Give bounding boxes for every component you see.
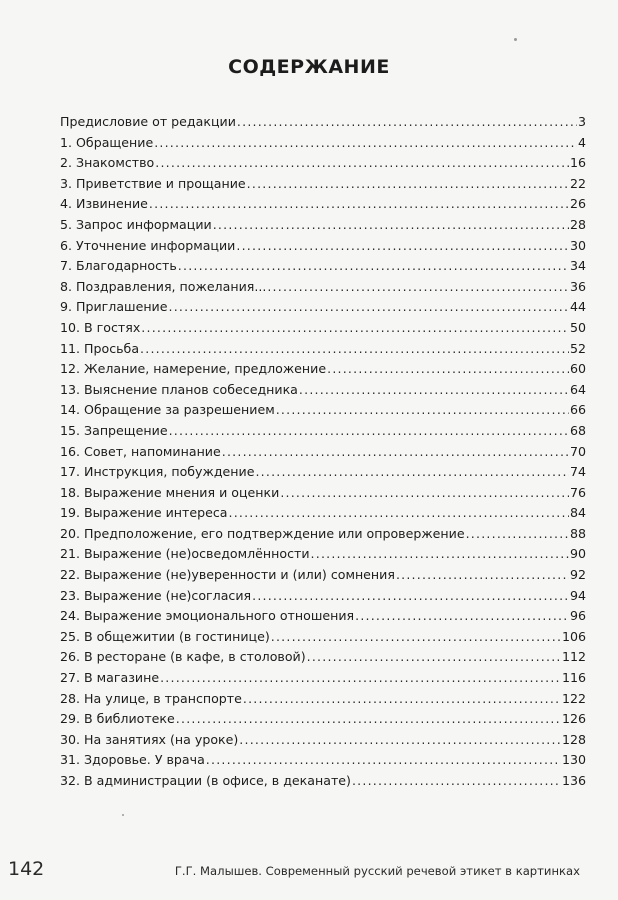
- toc-entry-title: 26. В ресторане (в кафе, в столовой): [60, 649, 306, 665]
- toc-entry-title: 2. Знакомство: [60, 155, 155, 171]
- toc-entry-page: 50: [569, 319, 586, 335]
- toc-entry-title: 23. Выражение (не)согласия: [60, 587, 252, 603]
- toc-entry: [60, 380, 586, 401]
- toc-dot-leader: [237, 112, 577, 133]
- toc-entry-page: 74: [569, 464, 586, 480]
- toc-entry-title: 22. Выражение (не)уверенности и (или) сомнения: [60, 567, 395, 583]
- toc-entry: [60, 503, 586, 524]
- toc-entry-title: 30. На занятиях (на уроке): [60, 731, 239, 747]
- toc-entry: [60, 236, 586, 257]
- toc-entry-page: 68: [569, 422, 586, 438]
- toc-dot-leader: [352, 771, 561, 792]
- toc-dot-leader: [307, 647, 561, 668]
- toc-entry-page: 94: [569, 587, 586, 603]
- print-speck: [122, 814, 124, 816]
- toc-entry-title: 17. Инструкция, побуждение: [60, 464, 255, 480]
- toc-entry-page: 136: [561, 773, 586, 788]
- toc-entry-title: 32. В администрации (в офисе, в деканате): [60, 773, 351, 788]
- toc-entry: [60, 215, 586, 236]
- toc-dot-leader: [213, 215, 569, 236]
- toc-dot-leader: [311, 544, 569, 565]
- toc-entry-page: 128: [561, 731, 586, 747]
- toc-entry: [60, 586, 586, 607]
- toc-entry: [60, 462, 586, 483]
- toc-entry-page: 4: [577, 134, 586, 150]
- toc-entry: [60, 359, 586, 380]
- toc-dot-leader: [255, 462, 569, 483]
- toc-entry-page: 90: [569, 546, 586, 562]
- toc-entry-page: 44: [569, 299, 586, 315]
- toc-dot-leader: [396, 565, 569, 586]
- toc-dot-leader: [299, 380, 569, 401]
- toc-dot-leader: [466, 524, 569, 545]
- toc-entry-title: 28. На улице, в транспорте: [60, 690, 242, 706]
- toc-entry: [60, 256, 586, 277]
- page-number: 142: [8, 858, 45, 880]
- toc-entry: [60, 194, 586, 215]
- toc-dot-leader: [239, 730, 561, 751]
- toc-entry-title: 5. Запрос информации: [60, 216, 212, 232]
- toc-entry-page: 116: [561, 670, 586, 686]
- toc-entry-title: 11. Просьба: [60, 340, 140, 356]
- toc-entry: [60, 668, 586, 689]
- toc-entry-page: 76: [569, 484, 586, 500]
- toc-entry: [60, 421, 586, 442]
- toc-entry-title: 14. Обращение за разрешением: [60, 402, 275, 418]
- toc-entry-title: 16. Совет, напоминание: [60, 443, 221, 459]
- toc-dot-leader: [169, 297, 569, 318]
- toc-entry-title: 12. Желание, намерение, предложение: [60, 361, 327, 377]
- toc-dot-leader: [222, 442, 569, 463]
- toc-entry: [60, 689, 586, 710]
- toc-entry-title: 6. Уточнение информации: [60, 237, 236, 253]
- toc-entry-page: 60: [569, 361, 586, 377]
- toc-entry: [60, 627, 586, 648]
- toc-entry-page: 66: [569, 402, 586, 418]
- toc-entry-title: 25. В общежитии (в гостинице): [60, 628, 270, 644]
- toc-entry-page: 22: [569, 175, 586, 191]
- toc-dot-leader: [327, 359, 569, 380]
- toc-dot-leader: [228, 503, 568, 524]
- toc-dot-leader: [271, 627, 561, 648]
- toc-dot-leader: [247, 174, 569, 195]
- toc-entry-title: 8. Поздравления, пожелания...: [60, 278, 267, 294]
- toc-entry-page: 84: [569, 505, 586, 521]
- toc-entry-title: 18. Выражение мнения и оценки: [60, 484, 280, 500]
- toc-entry-page: 30: [569, 237, 586, 253]
- toc-dot-leader: [243, 689, 561, 710]
- toc-entry: [60, 442, 586, 463]
- toc-entry: [60, 544, 586, 565]
- toc-entry-title: 3. Приветствие и прощание: [60, 175, 246, 191]
- toc-entry-page: 28: [569, 216, 586, 232]
- toc-entry-page: 88: [569, 525, 586, 541]
- toc-entry-page: 130: [561, 752, 586, 768]
- toc-entry-title: 7. Благодарность: [60, 258, 177, 274]
- toc-entry-title: 20. Предположение, его подтверждение или опровержение: [60, 525, 465, 541]
- toc-entry-page: 126: [561, 711, 586, 727]
- toc-entry: [60, 565, 586, 586]
- toc-entry: [60, 524, 586, 545]
- toc-dot-leader: [206, 750, 561, 771]
- toc-entry: [60, 153, 586, 174]
- toc-entry-title: 24. Выражение эмоционального отношения: [60, 608, 355, 624]
- toc-entry-title: Предисловие от редакции: [60, 114, 236, 129]
- toc-dot-leader: [267, 277, 569, 298]
- toc-entry: [60, 750, 586, 771]
- toc-entry-page: 64: [569, 381, 586, 397]
- toc-entry: [60, 771, 586, 792]
- toc-dot-leader: [141, 318, 569, 339]
- toc-entry-page: 34: [569, 258, 586, 274]
- toc-entry-page: 96: [569, 608, 586, 624]
- toc-entry: [60, 174, 586, 195]
- toc-entry-page: 3: [577, 114, 586, 129]
- table-of-contents: [60, 112, 586, 792]
- toc-entry: [60, 133, 586, 154]
- toc-entry-title: 29. В библиотеке: [60, 711, 175, 727]
- toc-dot-leader: [169, 421, 569, 442]
- toc-entry: [60, 483, 586, 504]
- toc-dot-leader: [236, 236, 569, 257]
- toc-dot-leader: [355, 606, 569, 627]
- toc-entry-title: 9. Приглашение: [60, 299, 168, 315]
- toc-entry-title: 31. Здоровье. У врача: [60, 752, 205, 768]
- toc-entry-page: 52: [569, 340, 586, 356]
- toc-dot-leader: [155, 153, 569, 174]
- running-footer-title: Г.Г. Малышев. Современный русский речевой этикет в картинках: [174, 864, 580, 878]
- toc-dot-leader: [280, 483, 569, 504]
- toc-entry: [60, 647, 586, 668]
- toc-entry-page: 122: [561, 690, 586, 706]
- toc-entry: [60, 112, 586, 133]
- toc-dot-leader: [276, 400, 569, 421]
- toc-entry: [60, 730, 586, 751]
- toc-dot-leader: [140, 339, 569, 360]
- toc-dot-leader: [176, 709, 561, 730]
- toc-entry-title: 10. В гостях: [60, 319, 141, 335]
- toc-dot-leader: [178, 256, 569, 277]
- toc-entry-page: 92: [569, 567, 586, 583]
- toc-entry-page: 106: [561, 628, 586, 644]
- toc-entry-page: 16: [569, 155, 586, 171]
- toc-entry-page: 112: [561, 649, 586, 665]
- toc-entry: [60, 318, 586, 339]
- toc-entry-title: 1. Обращение: [60, 134, 154, 150]
- toc-entry: [60, 297, 586, 318]
- toc-entry-title: 27. В магазине: [60, 670, 160, 686]
- toc-entry: [60, 400, 586, 421]
- toc-dot-leader: [252, 586, 569, 607]
- toc-entry: [60, 709, 586, 730]
- page-title: СОДЕРЖАНИЕ: [228, 56, 390, 78]
- toc-dot-leader: [160, 668, 561, 689]
- toc-entry: [60, 339, 586, 360]
- print-speck: [514, 38, 517, 41]
- toc-entry: [60, 277, 586, 298]
- toc-entry-title: 21. Выражение (не)осведомлённости: [60, 546, 310, 562]
- toc-entry: [60, 606, 586, 627]
- toc-entry-title: 19. Выражение интереса: [60, 505, 228, 521]
- toc-entry-title: 4. Извинение: [60, 196, 148, 212]
- toc-entry-title: 13. Выяснение планов собеседника: [60, 381, 298, 397]
- toc-dot-leader: [154, 133, 577, 154]
- toc-entry-page: 70: [569, 443, 586, 459]
- toc-entry-page: 36: [569, 278, 586, 294]
- toc-entry-page: 26: [569, 196, 586, 212]
- toc-entry-title: 15. Запрещение: [60, 422, 168, 438]
- toc-dot-leader: [149, 194, 569, 215]
